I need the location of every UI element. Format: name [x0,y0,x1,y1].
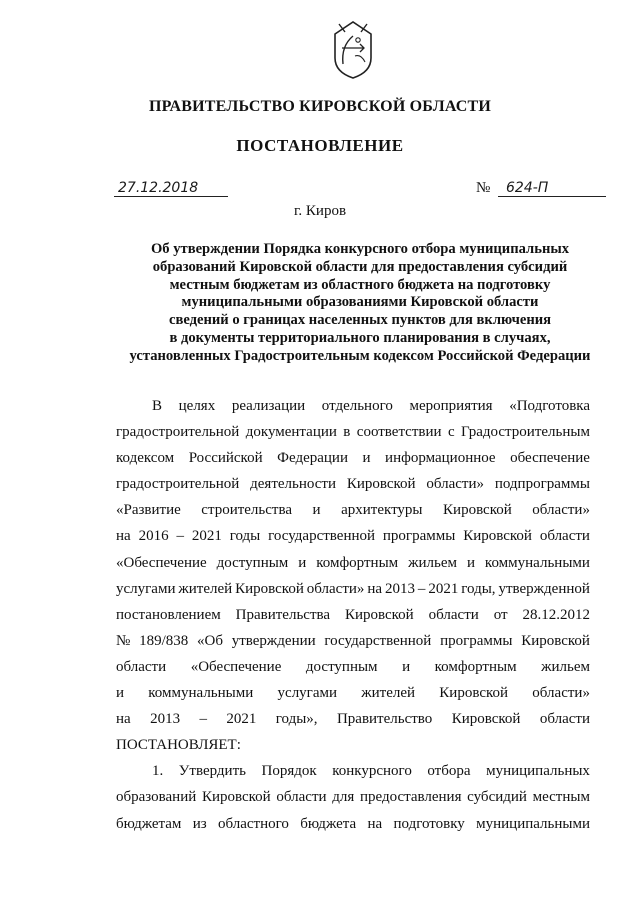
body-word: Правительство [336,711,433,728]
body-line [116,419,590,445]
body-word: и [402,658,411,675]
body-word: бюджетам [116,815,182,832]
body-word: 2013 [384,580,415,597]
body-word: 2016 [138,528,169,545]
body-word: годы [229,528,261,545]
body-word: образований [116,789,197,806]
body-word: 2021 [226,711,257,728]
body-word: подпрограммы [494,476,590,493]
coat-of-arms-emblem [331,18,375,80]
body-word: № [116,632,131,649]
body-word: коммунальными [148,685,254,702]
body-line [116,393,590,419]
body-word: для [332,789,355,806]
body-word: кодексом [116,450,175,467]
title-line: установленных Градостроительным кодексом Российской Федерации [129,347,591,364]
title-line: образований Кировской области для предоставления субсидий [152,258,568,275]
body-word: программы [440,632,513,649]
title-line: Об утверждении Порядка конкурсного отбора муниципальных [150,241,570,257]
body-word: архитектуры [341,502,423,519]
body-line [116,706,590,732]
body-line [116,471,590,497]
body-word: на [116,528,131,545]
body-word: услугами [116,580,176,597]
body-word: комфортным [316,554,399,571]
body-word: обеспечение [510,450,590,467]
body-word: документации [245,424,337,441]
body-word: предоставления [359,789,462,806]
body-word: с [447,424,455,441]
body-word: области» [532,685,590,702]
body-word: Утвердить [178,763,246,780]
body-word: и [312,502,321,519]
body-word: «Об [196,632,223,649]
body-word: Кировской [443,502,512,519]
body-word: Правительства [235,606,331,623]
body-word: на [116,711,131,728]
body-word: реализации [231,398,306,414]
body-word: 1. [152,763,164,780]
body-word: на [367,580,383,597]
body-word: деятельности [250,476,337,493]
document-body [116,393,590,837]
body-word: муниципальных [486,763,590,780]
body-word: В [152,398,163,414]
body-line [116,654,590,680]
document-title [80,241,640,366]
body-word: 2013 [150,711,181,728]
body-word: в [343,424,351,441]
body-line [116,497,590,523]
body-line [116,523,590,549]
body-word: отбора [427,763,471,780]
body-word: годы», [275,711,318,728]
body-word: отдельного [321,398,393,414]
body-word: 28.12.2012 [522,606,590,623]
body-line [116,680,590,706]
body-word: доступным [305,658,378,675]
body-word: «Развитие [116,502,181,519]
body-word: областного [218,815,289,832]
body-word: соответствии [356,424,442,441]
body-word: жителей [361,685,416,702]
body-word: коммунальными [484,554,590,571]
title-line: местным бюджетам из областного бюджета на подготовку [169,276,551,293]
body-word: услугами [277,685,338,702]
body-word: области» [306,580,365,597]
body-word: комфортным [434,658,517,675]
body-line [116,732,590,758]
body-word: Кировской [521,632,590,649]
body-word: доступным [216,554,289,571]
body-word: и [116,685,125,702]
body-word: «Подготовка [509,398,590,414]
body-word: местным [532,789,590,806]
body-word: от [493,606,508,623]
body-word: – [199,711,207,728]
body-word: 2021 [428,580,459,597]
body-word: области [539,711,590,728]
body-word: области» [532,502,590,519]
body-word: жильем [541,658,590,675]
body-line [116,576,590,602]
body-line [116,602,590,628]
body-word: муниципальными [476,815,590,832]
body-word: области [276,789,327,806]
body-word: Кировской [235,580,304,597]
title-line: сведений о границах населенных пунктов для включения [168,312,552,329]
body-word: конкурсного [332,763,412,780]
body-word: градостроительной [116,424,240,441]
body-word: субсидий [467,789,527,806]
body-word: мероприятия [409,398,493,414]
body-word: и [298,554,307,571]
body-word: информационное [385,450,496,467]
body-word: Кировской [439,685,509,702]
body-word: ПОСТАНОВЛЯЕТ: [116,737,241,754]
title-line: в документы территориального планирования в случаях, [169,329,551,346]
body-line [116,758,590,784]
body-word: «Обеспечение [190,658,282,675]
document-type: ПОСТАНОВЛЕНИЕ [236,136,404,155]
body-word: подготовку [393,815,465,832]
body-word: годы, [461,580,496,597]
body-word: Градостроительным [461,424,590,441]
document-date: 27.12.2018 [114,180,228,197]
body-word: государственной [268,528,376,545]
body-line [116,445,590,471]
body-word: Кировской [451,711,521,728]
body-word: Порядок [261,763,317,780]
body-word: области [428,606,479,623]
body-word: Кировской [346,476,416,493]
body-word: государственной [324,632,432,649]
number-value: 624-П [498,180,606,197]
title-line: муниципальными образованиями Кировской области [181,294,539,311]
body-word: 2021 [191,528,222,545]
city: г. Киров [293,203,347,219]
body-word: строительства [201,502,293,519]
body-word: – [417,580,426,597]
body-word: жителей [178,580,233,597]
body-word: из [192,815,207,832]
body-word: 189/838 [139,632,189,649]
body-word: – [176,528,184,545]
body-word: Кировской [201,789,271,806]
body-line [116,811,590,837]
body-word: Кировской [344,606,414,623]
body-word: «Обеспечение [116,554,207,571]
body-word: и [362,450,371,467]
body-word: Российской [188,450,263,467]
body-line [116,784,590,810]
body-word: на [367,815,383,832]
government-name: ПРАВИТЕЛЬСТВО КИРОВСКОЙ ОБЛАСТИ [148,98,492,115]
body-word: программы [382,528,456,545]
body-word: Федерации [277,450,348,467]
body-word: области» [426,476,485,493]
body-word: жильем [408,554,457,571]
body-word: области [539,528,590,545]
body-word: градостроительной [116,476,240,493]
body-word: целях [178,398,216,414]
document-number [476,180,596,198]
body-word: и [466,554,475,571]
body-word: бюджета [300,815,357,832]
body-line [116,550,590,576]
body-line [116,628,590,654]
body-word: утвержденной [498,580,590,597]
body-word: утверждении [231,632,316,649]
body-word: постановлением [116,606,221,623]
body-word: Кировской [463,528,532,545]
number-sign: № [476,180,491,196]
body-word: области [116,658,167,675]
